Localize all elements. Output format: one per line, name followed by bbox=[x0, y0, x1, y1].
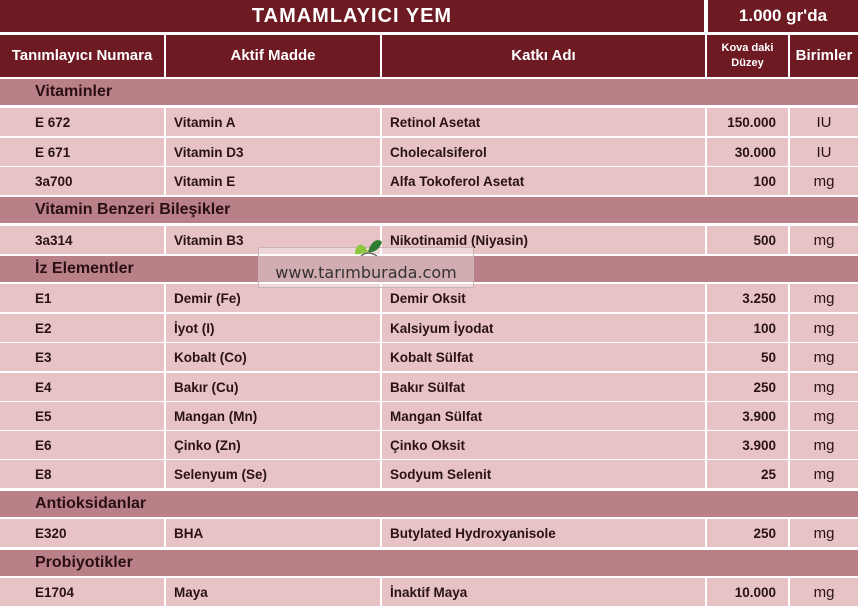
section-header: Vitamin Benzeri Bileşikler bbox=[0, 197, 858, 223]
cell-id: 3a700 bbox=[0, 167, 164, 195]
cell-id: E5 bbox=[0, 402, 164, 430]
cell-unit: mg bbox=[790, 167, 858, 195]
watermark-text: www.tarımburada.com bbox=[275, 263, 457, 282]
cell-id: E2 bbox=[0, 314, 164, 342]
cell-level: 3.900 bbox=[707, 431, 788, 459]
section-header: Vitaminler bbox=[0, 79, 858, 105]
col-header-active: Aktif Madde bbox=[166, 35, 380, 77]
col-header-unit: Birimler bbox=[790, 35, 858, 77]
cell-active: Vitamin A bbox=[166, 108, 380, 136]
cell-level: 25 bbox=[707, 460, 788, 488]
cell-id: E320 bbox=[0, 519, 164, 547]
table-row bbox=[0, 431, 858, 459]
cell-id: E6 bbox=[0, 431, 164, 459]
cell-unit: mg bbox=[790, 226, 858, 254]
cell-unit: mg bbox=[790, 373, 858, 401]
table-title: TAMAMLAYICI YEM bbox=[0, 0, 704, 32]
cell-additive: Mangan Sülfat bbox=[382, 402, 705, 430]
table-row bbox=[0, 108, 858, 136]
cell-level: 250 bbox=[707, 373, 788, 401]
cell-id: E3 bbox=[0, 343, 164, 371]
section-header: İz Elementler bbox=[0, 256, 858, 282]
watermark bbox=[258, 247, 474, 288]
cell-level: 30.000 bbox=[707, 138, 788, 166]
cell-active: Mangan (Mn) bbox=[166, 402, 380, 430]
cell-active: Demir (Fe) bbox=[166, 284, 380, 312]
table-row bbox=[0, 519, 858, 547]
cell-active: Selenyum (Se) bbox=[166, 460, 380, 488]
cell-unit: mg bbox=[790, 578, 858, 606]
cell-active: BHA bbox=[166, 519, 380, 547]
cell-level: 3.900 bbox=[707, 402, 788, 430]
cell-unit: mg bbox=[790, 460, 858, 488]
cell-active: Maya bbox=[166, 578, 380, 606]
cell-unit: mg bbox=[790, 431, 858, 459]
cell-id: E1 bbox=[0, 284, 164, 312]
cell-active: Kobalt (Co) bbox=[166, 343, 380, 371]
cell-id: E 671 bbox=[0, 138, 164, 166]
cell-active: Çinko (Zn) bbox=[166, 431, 380, 459]
cell-additive: Çinko Oksit bbox=[382, 431, 705, 459]
section-header: Probiyotikler bbox=[0, 550, 858, 576]
cell-level: 3.250 bbox=[707, 284, 788, 312]
cell-additive: Demir Oksit bbox=[382, 284, 705, 312]
cell-additive: Retinol Asetat bbox=[382, 108, 705, 136]
table-row bbox=[0, 578, 858, 606]
cell-active: İyot (I) bbox=[166, 314, 380, 342]
col-header-level-line2: Düzey bbox=[731, 56, 764, 69]
col-header-level-line1: Kova daki bbox=[721, 41, 774, 54]
cell-level: 100 bbox=[707, 167, 788, 195]
cell-additive: Cholecalsiferol bbox=[382, 138, 705, 166]
cell-active: Vitamin D3 bbox=[166, 138, 380, 166]
cell-active: Vitamin E bbox=[166, 167, 380, 195]
cell-additive: İnaktif Maya bbox=[382, 578, 705, 606]
cell-unit: IU bbox=[790, 138, 858, 166]
cell-unit: mg bbox=[790, 519, 858, 547]
cell-additive: Bakır Sülfat bbox=[382, 373, 705, 401]
section-header: Antioksidanlar bbox=[0, 491, 858, 517]
table-row bbox=[0, 343, 858, 371]
cell-unit: mg bbox=[790, 314, 858, 342]
col-header-id: Tanımlayıcı Numara bbox=[0, 35, 164, 77]
table-row bbox=[0, 460, 858, 488]
table-row bbox=[0, 314, 858, 342]
cell-additive: Kobalt Sülfat bbox=[382, 343, 705, 371]
cell-level: 100 bbox=[707, 314, 788, 342]
cell-unit: mg bbox=[790, 402, 858, 430]
cell-additive: Kalsiyum İyodat bbox=[382, 314, 705, 342]
cell-id: E1704 bbox=[0, 578, 164, 606]
cell-additive: Butylated Hydroxyanisole bbox=[382, 519, 705, 547]
cell-unit: IU bbox=[790, 108, 858, 136]
col-header-additive: Katkı Adı bbox=[382, 35, 705, 77]
cell-additive: Nikotinamid (Niyasin) bbox=[382, 226, 705, 254]
cell-additive: Sodyum Selenit bbox=[382, 460, 705, 488]
cell-additive: Alfa Tokoferol Asetat bbox=[382, 167, 705, 195]
cell-level: 10.000 bbox=[707, 578, 788, 606]
cell-unit: mg bbox=[790, 284, 858, 312]
cell-level: 150.000 bbox=[707, 108, 788, 136]
col-header-level bbox=[707, 35, 788, 77]
cell-id: E 672 bbox=[0, 108, 164, 136]
table-row bbox=[0, 167, 858, 195]
cell-active: Bakır (Cu) bbox=[166, 373, 380, 401]
cell-id: 3a314 bbox=[0, 226, 164, 254]
cell-level: 50 bbox=[707, 343, 788, 371]
cell-id: E4 bbox=[0, 373, 164, 401]
table-row bbox=[0, 402, 858, 430]
cell-active: Vitamin B3 bbox=[166, 226, 380, 254]
table-row bbox=[0, 138, 858, 166]
leaf-logo-icon bbox=[351, 236, 385, 258]
cell-level: 500 bbox=[707, 226, 788, 254]
cell-id: E8 bbox=[0, 460, 164, 488]
table-row bbox=[0, 284, 858, 312]
cell-level: 250 bbox=[707, 519, 788, 547]
table-row bbox=[0, 373, 858, 401]
cell-unit: mg bbox=[790, 343, 858, 371]
quantity-label: 1.000 gr'da bbox=[708, 0, 858, 32]
